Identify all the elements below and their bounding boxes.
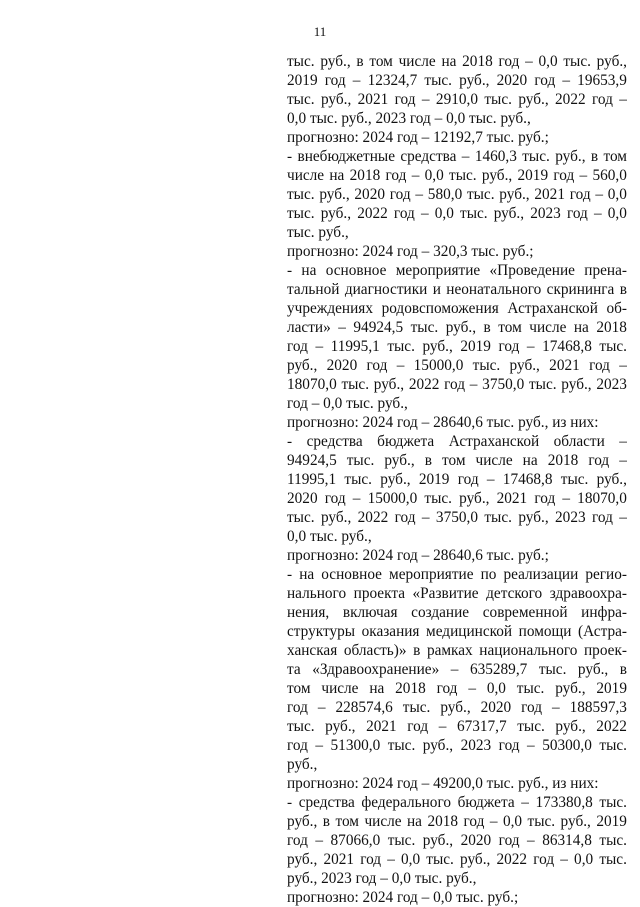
text-line: тыс. руб., 2021 год – 2910,0 тыс. руб., 2022 год –: [287, 91, 627, 108]
text-line: год – 11995,1 тыс. руб., 2019 год – 17468,8 тыс.: [287, 338, 627, 355]
text-line: ласти» – 94924,5 тыс. руб., в том числе на 2018: [287, 319, 627, 336]
text-line: том числе на 2018 год – 0,0 тыс. руб., 2019: [287, 680, 627, 697]
text-line: тыс. руб., 2021 год – 67317,7 тыс. руб., 2022: [287, 718, 627, 735]
text-line: руб., 2020 год – 15000,0 тыс. руб., 2021 год –: [287, 357, 627, 374]
text-line: 94924,5 тыс. руб., в том числе на 2018 год –: [287, 452, 627, 469]
text-line: год – 228574,6 тыс. руб., 2020 год – 188597,3: [287, 699, 627, 716]
text-line: та «Здравоохранение» – 635289,7 тыс. руб., в: [287, 661, 627, 678]
text-line: - внебюджетные средства – 1460,3 тыс. руб., в том: [287, 148, 627, 165]
text-line: 0,0 тыс. руб., 2023 год – 0,0 тыс. руб.,: [287, 110, 531, 127]
text-line: нения, включая создание современной инфра-: [287, 604, 627, 621]
text-line: 11995,1 тыс. руб., 2019 год – 17468,8 тыс. руб.,: [287, 471, 627, 488]
text-line: прогнозно: 2024 год – 12192,7 тыс. руб.;: [287, 129, 549, 146]
text-line: руб., 2021 год – 0,0 тыс. руб., 2022 год – 0,0 тыс.: [287, 851, 627, 868]
text-line: структуры оказания медицинской помощи (Астра-: [287, 623, 627, 640]
text-line: прогнозно: 2024 год – 49200,0 тыс. руб., из них:: [287, 775, 599, 792]
text-line: - на основное мероприятие по реализации регио-: [287, 566, 627, 583]
text-line: прогнозно: 2024 год – 28640,6 тыс. руб., из них:: [287, 414, 599, 431]
text-line: год – 51300,0 тыс. руб., 2023 год – 50300,0 тыс.: [287, 737, 627, 754]
text-line: - средства бюджета Астраханской области –: [287, 433, 627, 450]
text-line: тыс. руб., 2022 год – 3750,0 тыс. руб., 2023 год –: [287, 509, 627, 526]
text-line: руб.,: [287, 756, 318, 773]
text-line: 2020 год – 15000,0 тыс. руб., 2021 год – 18070,0: [287, 490, 627, 507]
text-line: тыс. руб., 2022 год – 0,0 тыс. руб., 2023 год – 0,0: [287, 205, 627, 222]
text-line: - средства федерального бюджета – 173380,8 тыс.: [287, 794, 627, 811]
text-line: год – 0,0 тыс. руб.,: [287, 395, 408, 412]
text-line: числе на 2018 год – 0,0 тыс. руб., 2019 год – 560,0: [287, 167, 627, 184]
text-line: год – 87066,0 тыс. руб., 2020 год – 86314,8 тыс.: [287, 832, 627, 849]
text-line: учреждениях родовспоможения Астраханской об-: [287, 300, 627, 317]
text-line: руб., в том числе на 2018 год – 0,0 тыс. руб., 2019: [287, 813, 627, 830]
text-line: тыс. руб., 2020 год – 580,0 тыс. руб., 2021 год – 0,0: [287, 186, 627, 203]
text-line: 0,0 тыс. руб.,: [287, 528, 372, 545]
document-body: [287, 52, 627, 907]
text-line: тыс. руб., в том числе на 2018 год – 0,0 тыс. руб.,: [287, 53, 627, 70]
text-line: тальной диагностики и неонатального скрининга в: [287, 281, 627, 298]
text-line: 2019 год – 12324,7 тыс. руб., 2020 год – 19653,9: [287, 72, 627, 89]
text-line: прогнозно: 2024 год – 28640,6 тыс. руб.;: [287, 547, 549, 564]
text-line: ханская область)» в рамках национального проек-: [287, 642, 627, 659]
text-line: тыс. руб.,: [287, 224, 349, 241]
text-line: нального проекта «Развитие детского здравоохра-: [287, 585, 627, 602]
text-line: 18070,0 тыс. руб., 2022 год – 3750,0 тыс. руб., 2023: [287, 376, 627, 393]
text-line: прогнозно: 2024 год – 320,3 тыс. руб.;: [287, 243, 534, 260]
text-line: - на основное мероприятие «Проведение прена-: [287, 262, 627, 279]
text-line: прогнозно: 2024 год – 0,0 тыс. руб.;: [287, 889, 519, 906]
page-number: 11: [313, 24, 327, 39]
text-line: руб., 2023 год – 0,0 тыс. руб.,: [287, 870, 477, 887]
